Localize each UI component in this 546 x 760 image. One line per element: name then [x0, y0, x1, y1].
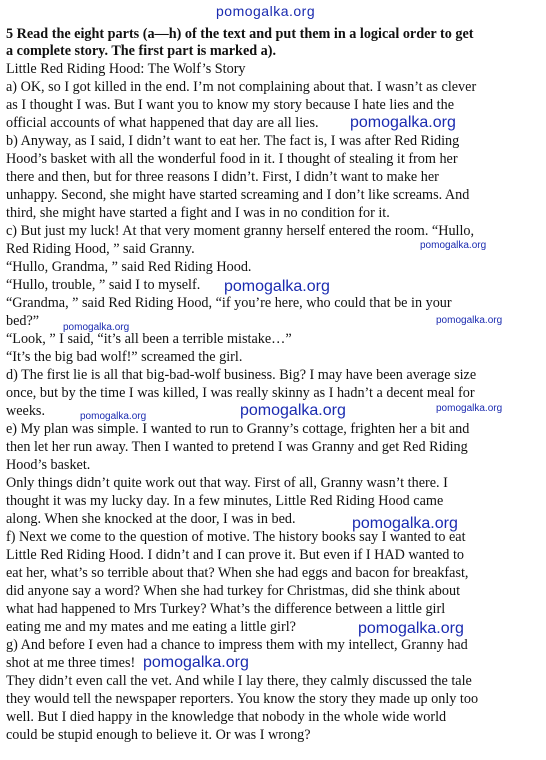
story-line: eat her, what’s so terrible about that? When she had eggs and bacon for breakfast,	[6, 565, 469, 581]
story-line: They didn’t even call the vet. And while I lay there, they calmly discussed the tale	[6, 673, 472, 689]
story-line: Only things didn’t quite work out that way. First of all, Granny wasn’t there. I	[6, 475, 448, 491]
story-line: there and then, but for three reasons I didn’t. First, I didn’t want to make her	[6, 169, 439, 185]
story-line: official accounts of what happened that day are all lies.	[6, 115, 319, 131]
story-line: a) OK, so I got killed in the end. I’m not complaining about that. I wasn’t as clever	[6, 79, 477, 95]
story-line: Little Red Riding Hood. I didn’t and I can prove it. But even if I HAD wanted to	[6, 547, 464, 563]
watermark: pomogalka.org	[358, 620, 464, 637]
story-line: g) And before I even had a chance to impress them with my intellect, Granny had	[6, 637, 468, 653]
story-line: once, but by the time I was killed, I was really skinny as I hadn’t a decent meal for	[6, 385, 475, 401]
story-line: then let her run away. Then I wanted to pretend I was Granny and get Red Riding	[6, 439, 468, 455]
story-line: “Grandma, ” said Red Riding Hood, “if you’re here, who could that be in your	[6, 295, 452, 311]
story-line: what had happened to Mrs Turkey? What’s the difference between a little girl	[6, 601, 446, 617]
watermark-header: pomogalka.org	[216, 3, 316, 19]
story-line: weeks.	[6, 403, 46, 419]
watermark: pomogalka.org	[63, 322, 130, 333]
story-line: along. When she knocked at the door, I was in bed.	[6, 511, 296, 527]
story-line: d) The first lie is all that big-bad-wolf business. Big? I may have been average size	[6, 367, 477, 383]
task-heading-line-2: a complete story. The first part is marked a).	[6, 43, 277, 59]
story-line: Red Riding Hood, ” said Granny.	[6, 241, 195, 257]
story-line: well. But I died happy in the knowledge that nobody in the whole wide world	[6, 709, 447, 725]
story-line: could be stupid enough to believe it. Or was I wrong?	[6, 727, 311, 743]
story-line: “Hullo, Grandma, ” said Red Riding Hood.	[6, 259, 252, 275]
story-line: eating me and my mates and me eating a little girl?	[6, 619, 296, 635]
watermark: pomogalka.org	[240, 402, 346, 419]
watermark: pomogalka.org	[80, 411, 147, 422]
task-heading-line-1: 5 Read the eight parts (a—h) of the text and put them in a logical order to get	[6, 26, 474, 42]
story-line: did anyone say a word? When she had turkey for Christmas, did she think about	[6, 583, 461, 599]
watermark: pomogalka.org	[143, 654, 249, 671]
story-line: f) Next we come to the question of motive. The history books say I wanted to eat	[6, 529, 466, 545]
story-line: as I thought I was. But I want you to know my story because I hate lies and the	[6, 97, 454, 113]
story-line: “Hullo, trouble, ” said I to myself.	[6, 277, 201, 293]
story-line: shot at me three times!	[6, 655, 136, 671]
story-line: b) Anyway, as I said, I didn’t want to eat her. The fact is, I was after Red Riding	[6, 133, 460, 149]
story-line: Hood’s basket.	[6, 457, 91, 473]
story-line: thought it was my lucky day. In a few minutes, Little Red Riding Hood came	[6, 493, 444, 509]
story-line: “It’s the big bad wolf!” screamed the girl.	[6, 349, 243, 365]
story-line: they would tell the newspaper reporters. You know the story they made up only too	[6, 691, 479, 707]
watermark: pomogalka.org	[420, 240, 487, 251]
watermark: pomogalka.org	[436, 315, 503, 326]
story-line: “Look, ” I said, “it’s all been a terrible mistake…”	[6, 331, 292, 347]
story-line: e) My plan was simple. I wanted to run to Granny’s cottage, frighten her a bit and	[6, 421, 470, 437]
watermark: pomogalka.org	[350, 114, 456, 131]
story-line: bed?”	[6, 313, 40, 329]
story-line: third, she might have started a fight and I was in no condition for it.	[6, 205, 390, 221]
story-line: unhappy. Second, she might have started screaming and I don’t like screams. And	[6, 187, 470, 203]
watermark: pomogalka.org	[224, 278, 330, 295]
story-line: c) But just my luck! At that very moment granny herself entered the room. “Hullo,	[6, 223, 475, 239]
watermark: pomogalka.org	[352, 515, 458, 532]
story-title: Little Red Riding Hood: The Wolf’s Story	[6, 61, 246, 77]
watermark: pomogalka.org	[436, 403, 503, 414]
story-line: Hood’s basket with all the wonderful food in it. I thought of stealing it from her	[6, 151, 458, 167]
